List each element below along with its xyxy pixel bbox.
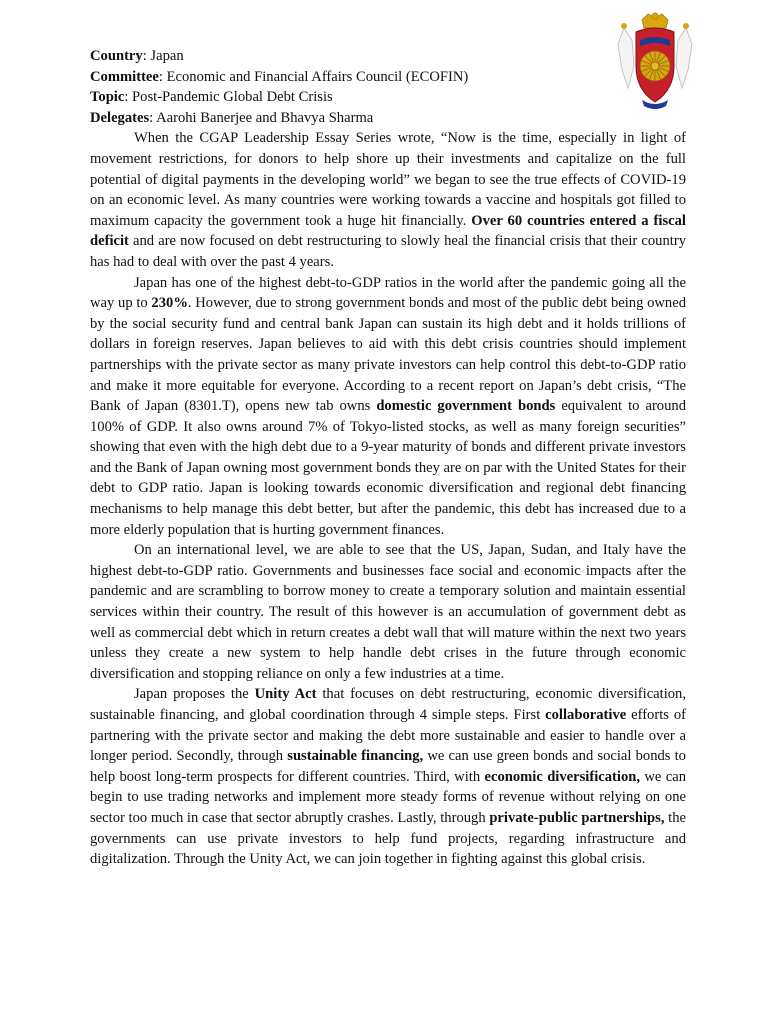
- topic-value: : Post-Pandemic Global Debt Crisis: [124, 89, 333, 106]
- committee-label: Committee: [90, 68, 159, 85]
- text-run: the governments can use private investors to help fund projects, regarding infrastructure and digitalization. Through the Unity Act, we can join together in fighting against this global crisis.: [90, 809, 686, 868]
- bold-run: 230%: [151, 295, 188, 312]
- paragraph-unity-act: [90, 684, 686, 869]
- bold-run: private-public partnerships,: [489, 809, 665, 826]
- committee-value: : Economic and Financial Affairs Council (ECOFIN): [158, 68, 469, 85]
- text-run: Japan proposes the: [134, 686, 255, 703]
- paragraph-japan-debt: [90, 273, 686, 541]
- committee-line: [90, 67, 686, 88]
- text-run: On an international level, we are able to see that the US, Japan, Sudan, and Italy have the highest debt-to-GDP ratio. Governments and businesses face social and economic impacts after the pandemic and are scrambling to borrow money to create a temporary solution and maintain essential services within their country. The result of this however is an accumulation of government debt as well as commercial debt which in return creates a debt wall that will mature within the next two years unless they create a new system to help handle debt crises in the future through economic diversification and stopping reliance on only a few industries at a time.: [90, 542, 686, 682]
- bold-run: Over 60 countries entered a fiscal deficit: [90, 212, 686, 250]
- bold-run: domestic government bonds: [376, 398, 556, 415]
- text-run: we can begin to use trading networks and implement more steady forms of revenue without relying on one sector too much in case that sector abruptly crashes. Lastly, through: [90, 768, 686, 826]
- bold-run: sustainable financing,: [287, 748, 424, 765]
- text-run: we can use green bonds and social bonds to help boost long-term prospects for different countries. Third, with: [90, 748, 686, 785]
- bold-run: economic diversification,: [484, 768, 641, 785]
- country-line: [90, 46, 686, 67]
- delegates-value: : Aarohi Banerjee and Bhavya Sharma: [149, 109, 374, 126]
- delegates-label: Delegates: [90, 109, 150, 126]
- paragraph-international: [90, 540, 686, 684]
- delegates-line: [90, 108, 686, 129]
- position-paper: [90, 46, 686, 870]
- text-run: equivalent to around 100% of GDP. It also owns around 7% of Tokyo-listed stocks, as well as many foreign securities” showing that even with the high debt due to a 9-year maturity of bonds and different private investors and the Bank of Japan owning most government bonds they are on par with the United States for their debt to GDP ratio. Japan is looking towards economic diversification and regional debt financing mechanisms to help manage this debt better, but after the pandemic, this debt has increased due to a more elderly population that is hurting government finances.: [90, 398, 686, 538]
- country-label: Country: [90, 48, 143, 64]
- text-run: that focuses on debt restructuring, economic diversification, sustainable financing, and global coordination through 4 simple steps. First: [90, 686, 687, 723]
- country-value: : Japan: [142, 48, 184, 64]
- text-run: Japan has one of the highest debt-to-GDP ratios in the world after the pandemic going all the way up to: [90, 274, 686, 312]
- topic-line: [90, 87, 686, 108]
- text-run: . However, due to strong government bonds and most of the public debt being owned by the social security fund and central bank Japan can sustain its high debt and it holds trillions of dollars in foreign reserves. Japan believes to aid with this debt crisis countries should implement partnerships with the private sector as many private investors can help control this debt-to-GDP ratio and make it more equitable for everyone. According to a recent report on Japan’s debt crisis, “The Bank of Japan (8301.T), opens new tab owns: [90, 295, 686, 415]
- text-run: efforts of partnering with the private sector and making the debt more sustainable and easier to handle over a longer period. Secondly, through: [90, 707, 687, 765]
- text-run: When the CGAP Leadership Essay Series wrote, “Now is the time, especially in light of movement restrictions, for donors to help shore up their investments and capitalize on the full potential of digital payments in the developing world” we began to see the true effects of COVID-19 on an economic level. As many countries were working towards a vaccine and hospitals got filled to maximum capacity the government took a huge hit financially.: [90, 130, 686, 229]
- text-run: and are now focused on debt restructuring to slowly heal the financial crisis that their country has had to deal with over the past 4 years.: [90, 233, 686, 270]
- paragraph-intro: [90, 128, 686, 272]
- topic-label: Topic: [90, 89, 125, 106]
- bold-run: collaborative: [545, 707, 627, 723]
- bold-run: Unity Act: [254, 686, 317, 703]
